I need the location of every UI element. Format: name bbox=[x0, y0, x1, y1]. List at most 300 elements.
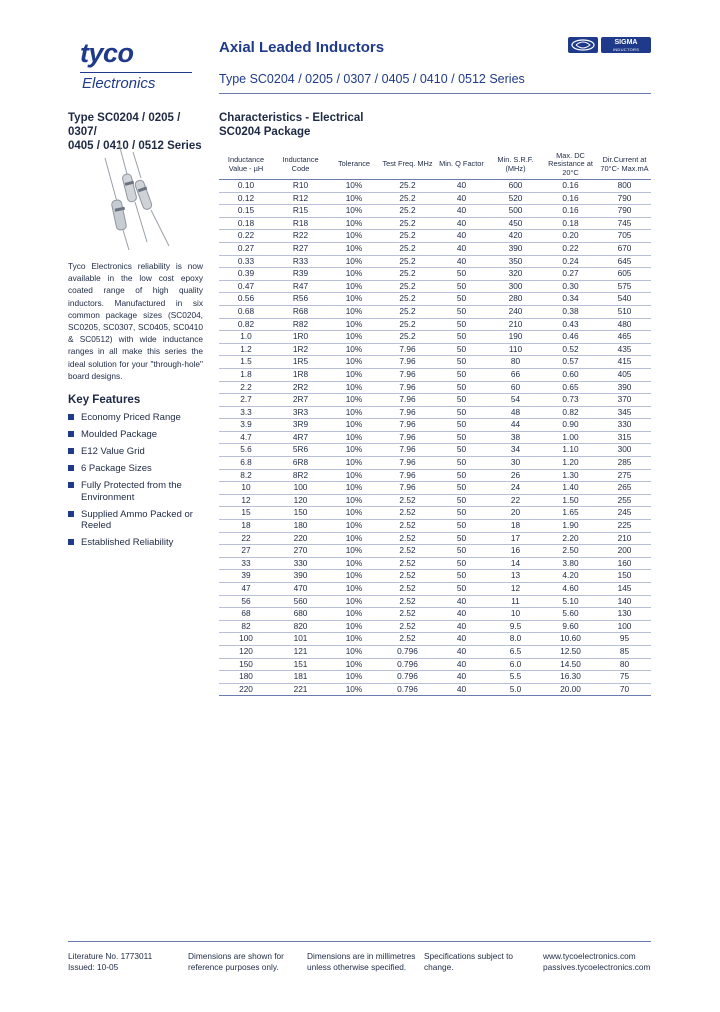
table-cell: 10 bbox=[219, 482, 273, 495]
table-cell: 17 bbox=[488, 532, 543, 545]
footer-text: unless otherwise specified. bbox=[307, 962, 407, 972]
table-cell: 210 bbox=[598, 532, 651, 545]
column-header: Dir.Current at 70°C- Max.mA bbox=[598, 150, 651, 180]
feature-label: Economy Priced Range bbox=[81, 412, 181, 423]
table-cell: 4.60 bbox=[543, 583, 598, 596]
table-cell: 8.0 bbox=[488, 633, 543, 646]
table-cell: 50 bbox=[435, 545, 488, 558]
table-cell: 66 bbox=[488, 368, 543, 381]
feature-item bbox=[68, 412, 208, 424]
table-cell: 10% bbox=[328, 331, 380, 344]
table-cell: 390 bbox=[488, 242, 543, 255]
table-cell: 50 bbox=[435, 318, 488, 331]
table-cell: 220 bbox=[273, 532, 328, 545]
table-cell: 790 bbox=[598, 192, 651, 205]
table-cell: 2.20 bbox=[543, 532, 598, 545]
table-cell: 40 bbox=[435, 255, 488, 268]
sigma-logo-name: SIGMA bbox=[614, 39, 638, 46]
table-cell: 200 bbox=[598, 545, 651, 558]
table-cell: 0.12 bbox=[219, 192, 273, 205]
table-cell: 0.82 bbox=[219, 318, 273, 331]
table-cell: 275 bbox=[598, 469, 651, 482]
bullet-square-icon bbox=[68, 482, 74, 488]
table-cell: 16.30 bbox=[543, 671, 598, 684]
table-cell: 10% bbox=[328, 343, 380, 356]
table-row bbox=[219, 545, 651, 558]
table-cell: 40 bbox=[435, 608, 488, 621]
table-cell: 0.57 bbox=[543, 356, 598, 369]
table-cell: 0.16 bbox=[543, 180, 598, 193]
table-cell: 24 bbox=[488, 482, 543, 495]
feature-label: Established Reliability bbox=[81, 537, 174, 548]
table-cell: 120 bbox=[219, 645, 273, 658]
table-cell: 13 bbox=[488, 570, 543, 583]
table-row bbox=[219, 494, 651, 507]
table-cell: 285 bbox=[598, 457, 651, 470]
sigma-logo-icon bbox=[568, 37, 598, 53]
table-cell: 50 bbox=[435, 305, 488, 318]
table-cell: 10% bbox=[328, 381, 380, 394]
table-cell: 3.3 bbox=[219, 406, 273, 419]
header-divider bbox=[219, 93, 651, 94]
table-cell: 180 bbox=[219, 671, 273, 684]
table-cell: 80 bbox=[488, 356, 543, 369]
table-cell: 450 bbox=[488, 217, 543, 230]
table-cell: 0.18 bbox=[219, 217, 273, 230]
table-cell: 2.52 bbox=[380, 620, 435, 633]
table-cell: 300 bbox=[598, 444, 651, 457]
table-cell: 0.52 bbox=[543, 343, 598, 356]
table-cell: 150 bbox=[273, 507, 328, 520]
table-cell: R18 bbox=[273, 217, 328, 230]
table-cell: 2.50 bbox=[543, 545, 598, 558]
table-cell: 680 bbox=[273, 608, 328, 621]
column-header: Tolerance bbox=[328, 150, 380, 180]
table-cell: 40 bbox=[435, 217, 488, 230]
table-cell: 10% bbox=[328, 280, 380, 293]
feature-item bbox=[68, 537, 208, 549]
table-cell: 10% bbox=[328, 368, 380, 381]
table-cell: 10% bbox=[328, 268, 380, 281]
table-cell: R10 bbox=[273, 180, 328, 193]
table-cell: 25.2 bbox=[380, 255, 435, 268]
table-cell: 670 bbox=[598, 242, 651, 255]
table-cell: 1R5 bbox=[273, 356, 328, 369]
table-cell: 9.60 bbox=[543, 620, 598, 633]
table-cell: 40 bbox=[435, 645, 488, 658]
table-cell: 10% bbox=[328, 406, 380, 419]
table-cell: 48 bbox=[488, 406, 543, 419]
table-cell: 16 bbox=[488, 545, 543, 558]
table-row bbox=[219, 683, 651, 696]
table-row bbox=[219, 419, 651, 432]
table-cell: 40 bbox=[435, 242, 488, 255]
table-cell: 44 bbox=[488, 419, 543, 432]
table-cell: 5.60 bbox=[543, 608, 598, 621]
table-cell: 540 bbox=[598, 293, 651, 306]
table-cell: 470 bbox=[273, 583, 328, 596]
table-cell: 7.96 bbox=[380, 444, 435, 457]
table-cell: 1.65 bbox=[543, 507, 598, 520]
table-cell: 10% bbox=[328, 671, 380, 684]
table-row bbox=[219, 595, 651, 608]
characteristics-title-line2: SC0204 Package bbox=[219, 126, 311, 138]
table-cell: 370 bbox=[598, 394, 651, 407]
table-row bbox=[219, 457, 651, 470]
table-row bbox=[219, 305, 651, 318]
table-cell: 10% bbox=[328, 192, 380, 205]
table-row bbox=[219, 532, 651, 545]
bullet-square-icon bbox=[68, 414, 74, 420]
table-cell: R33 bbox=[273, 255, 328, 268]
table-cell: 0.10 bbox=[219, 180, 273, 193]
table-cell: 480 bbox=[598, 318, 651, 331]
table-cell: 0.30 bbox=[543, 280, 598, 293]
table-cell: 50 bbox=[435, 343, 488, 356]
table-cell: 47 bbox=[219, 583, 273, 596]
table-cell: 3.80 bbox=[543, 557, 598, 570]
table-cell: 10% bbox=[328, 444, 380, 457]
table-cell: 1R2 bbox=[273, 343, 328, 356]
table-cell: 0.65 bbox=[543, 381, 598, 394]
table-cell: 300 bbox=[488, 280, 543, 293]
table-cell: 10% bbox=[328, 217, 380, 230]
table-cell: 50 bbox=[435, 469, 488, 482]
table-row bbox=[219, 192, 651, 205]
table-cell: 40 bbox=[435, 671, 488, 684]
table-cell: 645 bbox=[598, 255, 651, 268]
table-cell: 54 bbox=[488, 394, 543, 407]
table-cell: 0.24 bbox=[543, 255, 598, 268]
table-cell: 7.96 bbox=[380, 394, 435, 407]
table-cell: 6.5 bbox=[488, 645, 543, 658]
table-row bbox=[219, 431, 651, 444]
table-row bbox=[219, 620, 651, 633]
table-cell: 3.9 bbox=[219, 419, 273, 432]
table-cell: 14.50 bbox=[543, 658, 598, 671]
characteristics-title-line1: Characteristics - Electrical bbox=[219, 112, 364, 124]
table-cell: 85 bbox=[598, 645, 651, 658]
table-cell: 50 bbox=[435, 280, 488, 293]
feature-item bbox=[68, 480, 208, 503]
table-cell: 240 bbox=[488, 305, 543, 318]
table-cell: 50 bbox=[435, 557, 488, 570]
feature-item bbox=[68, 429, 208, 441]
table-row bbox=[219, 406, 651, 419]
table-cell: 25.2 bbox=[380, 242, 435, 255]
sigma-logo bbox=[601, 37, 651, 53]
table-cell: 10% bbox=[328, 570, 380, 583]
table-cell: 50 bbox=[435, 570, 488, 583]
table-cell: 0.27 bbox=[543, 268, 598, 281]
table-cell: 0.60 bbox=[543, 368, 598, 381]
table-cell: 190 bbox=[488, 331, 543, 344]
footer-text: Dimensions are in millimetres bbox=[307, 951, 416, 961]
table-cell: 95 bbox=[598, 633, 651, 646]
page-subtitle: Type SC0204 / 0205 / 0307 / 0405 / 0410 / 0512 Series bbox=[219, 72, 525, 86]
table-cell: 2.52 bbox=[380, 507, 435, 520]
table-cell: 435 bbox=[598, 343, 651, 356]
table-cell: 0.68 bbox=[219, 305, 273, 318]
tyco-logo: tyco bbox=[80, 38, 134, 68]
table-cell: 40 bbox=[435, 633, 488, 646]
feature-label: 6 Package Sizes bbox=[81, 463, 152, 474]
feature-label: Supplied Ammo Packed or Reeled bbox=[81, 508, 193, 531]
table-cell: 0.38 bbox=[543, 305, 598, 318]
table-cell: 50 bbox=[435, 381, 488, 394]
table-cell: R12 bbox=[273, 192, 328, 205]
table-row bbox=[219, 331, 651, 344]
table-cell: 50 bbox=[435, 444, 488, 457]
table-cell: 1.20 bbox=[543, 457, 598, 470]
table-cell: 10% bbox=[328, 608, 380, 621]
footer-link[interactable]: www.tycoelectronics.com bbox=[543, 951, 636, 961]
footer-literature bbox=[68, 951, 152, 973]
table-cell: 0.15 bbox=[219, 205, 273, 218]
table-cell: 705 bbox=[598, 230, 651, 243]
table-row bbox=[219, 255, 651, 268]
table-cell: 25.2 bbox=[380, 293, 435, 306]
table-cell: 50 bbox=[435, 457, 488, 470]
table-cell: 0.47 bbox=[219, 280, 273, 293]
characteristics-title bbox=[219, 111, 363, 139]
table-row bbox=[219, 381, 651, 394]
table-cell: 4R7 bbox=[273, 431, 328, 444]
table-cell: 40 bbox=[435, 595, 488, 608]
table-row bbox=[219, 520, 651, 533]
table-row bbox=[219, 293, 651, 306]
table-row bbox=[219, 230, 651, 243]
table-cell: 1R8 bbox=[273, 368, 328, 381]
footer-text: change. bbox=[424, 962, 454, 972]
table-cell: 50 bbox=[435, 268, 488, 281]
table-cell: 0.796 bbox=[380, 645, 435, 658]
table-cell: 5R6 bbox=[273, 444, 328, 457]
table-cell: 56 bbox=[219, 595, 273, 608]
table-cell: 465 bbox=[598, 331, 651, 344]
table-cell: 2.52 bbox=[380, 532, 435, 545]
table-cell: 0.43 bbox=[543, 318, 598, 331]
sigma-logo-sub: INDUCTORS bbox=[612, 47, 640, 52]
table-cell: 6R8 bbox=[273, 457, 328, 470]
table-cell: 0.796 bbox=[380, 671, 435, 684]
table-row bbox=[219, 180, 651, 193]
table-cell: 6.8 bbox=[219, 457, 273, 470]
table-cell: 10 bbox=[488, 608, 543, 621]
table-cell: 330 bbox=[598, 419, 651, 432]
table-cell: 70 bbox=[598, 683, 651, 696]
table-cell: 25.2 bbox=[380, 180, 435, 193]
table-cell: 7.96 bbox=[380, 406, 435, 419]
page-title: Axial Leaded Inductors bbox=[219, 39, 385, 56]
table-cell: 1.90 bbox=[543, 520, 598, 533]
table-row bbox=[219, 268, 651, 281]
table-cell: 0.16 bbox=[543, 192, 598, 205]
table-cell: 5.6 bbox=[219, 444, 273, 457]
table-cell: 255 bbox=[598, 494, 651, 507]
table-cell: 50 bbox=[435, 431, 488, 444]
table-cell: 120 bbox=[273, 494, 328, 507]
table-cell: 225 bbox=[598, 520, 651, 533]
table-cell: 40 bbox=[435, 230, 488, 243]
table-cell: R39 bbox=[273, 268, 328, 281]
table-cell: 50 bbox=[435, 356, 488, 369]
table-cell: 8R2 bbox=[273, 469, 328, 482]
table-cell: 390 bbox=[273, 570, 328, 583]
table-cell: 0.56 bbox=[219, 293, 273, 306]
table-cell: 820 bbox=[273, 620, 328, 633]
table-cell: 390 bbox=[598, 381, 651, 394]
table-cell: 560 bbox=[273, 595, 328, 608]
table-row bbox=[219, 507, 651, 520]
table-cell: 1.40 bbox=[543, 482, 598, 495]
table-cell: 20.00 bbox=[543, 683, 598, 696]
table-row bbox=[219, 242, 651, 255]
table-cell: 50 bbox=[435, 394, 488, 407]
table-cell: R47 bbox=[273, 280, 328, 293]
key-features-list bbox=[68, 412, 208, 554]
electronics-logo-text: Electronics bbox=[82, 75, 156, 92]
table-cell: 1.0 bbox=[219, 331, 273, 344]
table-cell: 330 bbox=[273, 557, 328, 570]
table-cell: 0.18 bbox=[543, 217, 598, 230]
table-cell: 18 bbox=[219, 520, 273, 533]
table-cell: 82 bbox=[219, 620, 273, 633]
table-cell: 7.96 bbox=[380, 457, 435, 470]
table-cell: 520 bbox=[488, 192, 543, 205]
table-cell: 4.20 bbox=[543, 570, 598, 583]
table-cell: 10% bbox=[328, 557, 380, 570]
table-cell: 25.2 bbox=[380, 318, 435, 331]
table-cell: 2.2 bbox=[219, 381, 273, 394]
table-cell: 110 bbox=[488, 343, 543, 356]
table-cell: 10% bbox=[328, 532, 380, 545]
table-row bbox=[219, 318, 651, 331]
table-cell: 68 bbox=[219, 608, 273, 621]
table-cell: 221 bbox=[273, 683, 328, 696]
table-cell: 40 bbox=[435, 180, 488, 193]
table-cell: 100 bbox=[598, 620, 651, 633]
table-cell: 50 bbox=[435, 419, 488, 432]
table-cell: 22 bbox=[488, 494, 543, 507]
table-row bbox=[219, 444, 651, 457]
table-cell: 40 bbox=[435, 192, 488, 205]
table-cell: 39 bbox=[219, 570, 273, 583]
table-cell: 10% bbox=[328, 305, 380, 318]
table-cell: 10% bbox=[328, 620, 380, 633]
table-cell: 10% bbox=[328, 180, 380, 193]
feature-item bbox=[68, 463, 208, 475]
table-row bbox=[219, 583, 651, 596]
table-cell: 25.2 bbox=[380, 192, 435, 205]
table-cell: 30 bbox=[488, 457, 543, 470]
table-row bbox=[219, 482, 651, 495]
column-header: Inductance Code bbox=[273, 150, 328, 180]
column-header: Min. Q Factor bbox=[435, 150, 488, 180]
table-cell: 0.20 bbox=[543, 230, 598, 243]
electrical-characteristics-table bbox=[219, 150, 651, 696]
table-cell: 10% bbox=[328, 507, 380, 520]
inductor-photo bbox=[95, 138, 195, 250]
table-row bbox=[219, 217, 651, 230]
table-cell: R15 bbox=[273, 205, 328, 218]
footer-link[interactable]: passives.tycoelectronics.com bbox=[543, 962, 651, 972]
logo-divider bbox=[80, 72, 192, 73]
table-cell: 15 bbox=[219, 507, 273, 520]
series-title-line2: 0405 / 0410 / 0512 Series bbox=[68, 140, 202, 152]
table-row bbox=[219, 570, 651, 583]
bullet-square-icon bbox=[68, 465, 74, 471]
table-cell: 34 bbox=[488, 444, 543, 457]
table-cell: 0.22 bbox=[219, 230, 273, 243]
table-cell: 11 bbox=[488, 595, 543, 608]
table-cell: 605 bbox=[598, 268, 651, 281]
table-cell: 180 bbox=[273, 520, 328, 533]
feature-label: Fully Protected from the Environment bbox=[81, 480, 182, 503]
table-cell: 265 bbox=[598, 482, 651, 495]
table-cell: 10% bbox=[328, 545, 380, 558]
table-cell: 2.52 bbox=[380, 583, 435, 596]
table-cell: 745 bbox=[598, 217, 651, 230]
table-cell: 75 bbox=[598, 671, 651, 684]
table-cell: 10% bbox=[328, 494, 380, 507]
table-cell: 0.33 bbox=[219, 255, 273, 268]
table-cell: 10% bbox=[328, 419, 380, 432]
table-cell: 10% bbox=[328, 356, 380, 369]
table-cell: 50 bbox=[435, 583, 488, 596]
table-cell: 18 bbox=[488, 520, 543, 533]
table-cell: 10% bbox=[328, 293, 380, 306]
table-cell: R82 bbox=[273, 318, 328, 331]
table-cell: 315 bbox=[598, 431, 651, 444]
table-cell: 245 bbox=[598, 507, 651, 520]
table-cell: 1R0 bbox=[273, 331, 328, 344]
table-cell: 50 bbox=[435, 368, 488, 381]
feature-item bbox=[68, 509, 208, 532]
table-cell: 50 bbox=[435, 507, 488, 520]
table-cell: 3R9 bbox=[273, 419, 328, 432]
table-cell: 25.2 bbox=[380, 331, 435, 344]
table-header-row bbox=[219, 150, 651, 180]
table-cell: 33 bbox=[219, 557, 273, 570]
table-cell: 10% bbox=[328, 255, 380, 268]
feature-label: E12 Value Grid bbox=[81, 446, 145, 457]
table-cell: 0.16 bbox=[543, 205, 598, 218]
series-title-line1: Type SC0204 / 0205 / 0307/ bbox=[68, 112, 181, 138]
bullet-square-icon bbox=[68, 431, 74, 437]
table-cell: 10% bbox=[328, 318, 380, 331]
table-row bbox=[219, 205, 651, 218]
table-cell: 0.34 bbox=[543, 293, 598, 306]
table-cell: 10% bbox=[328, 633, 380, 646]
bullet-square-icon bbox=[68, 448, 74, 454]
table-cell: R22 bbox=[273, 230, 328, 243]
table-cell: 10% bbox=[328, 242, 380, 255]
table-cell: 0.27 bbox=[219, 242, 273, 255]
table-row bbox=[219, 469, 651, 482]
table-cell: 345 bbox=[598, 406, 651, 419]
bullet-square-icon bbox=[68, 539, 74, 545]
table-cell: 790 bbox=[598, 205, 651, 218]
table-cell: 2.52 bbox=[380, 545, 435, 558]
table-cell: 405 bbox=[598, 368, 651, 381]
table-cell: 25.2 bbox=[380, 205, 435, 218]
column-header: Inductance Value - µH bbox=[219, 150, 273, 180]
table-cell: 14 bbox=[488, 557, 543, 570]
table-cell: 10% bbox=[328, 683, 380, 696]
table-cell: 210 bbox=[488, 318, 543, 331]
table-row bbox=[219, 280, 651, 293]
